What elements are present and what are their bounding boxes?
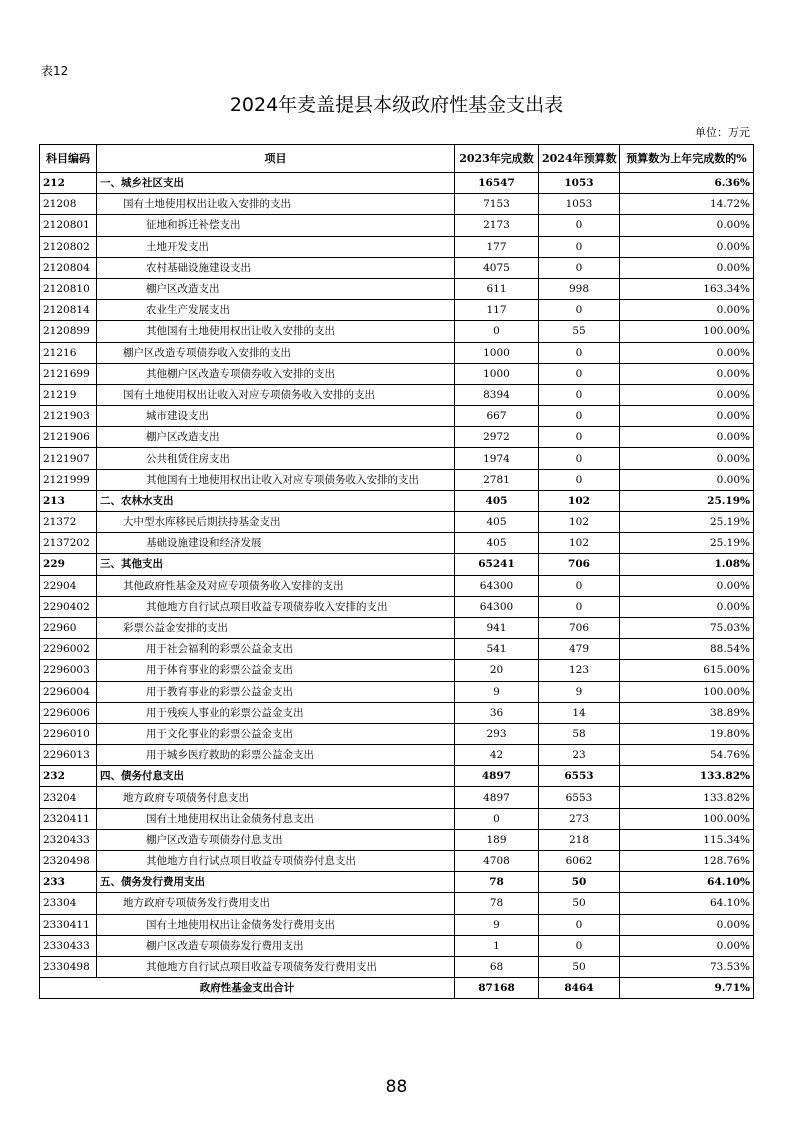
ratio-cell: 25.19% <box>620 490 754 511</box>
ratio-cell: 615.00% <box>620 660 754 681</box>
table-row <box>40 321 754 342</box>
table-row <box>40 766 754 787</box>
code-cell: 21219 <box>40 384 97 405</box>
header-item: 项目 <box>97 145 455 173</box>
table-row <box>40 236 754 257</box>
code-cell: 2120814 <box>40 300 97 321</box>
code-cell: 2296006 <box>40 702 97 723</box>
code-cell: 2296004 <box>40 681 97 702</box>
item-cell: 棚户区改造专项债券付息支出 <box>97 829 455 850</box>
budget-2024-cell: 0 <box>539 469 620 490</box>
item-cell: 国有土地使用权出让金债务付息支出 <box>97 808 455 829</box>
actual-2023-cell: 7153 <box>455 194 539 215</box>
table-row <box>40 639 754 660</box>
table-row <box>40 363 754 384</box>
budget-2024-cell: 102 <box>539 512 620 533</box>
actual-2023-cell: 1000 <box>455 342 539 363</box>
budget-2024-cell: 0 <box>539 406 620 427</box>
actual-2023-cell: 68 <box>455 956 539 977</box>
code-cell: 2320411 <box>40 808 97 829</box>
ratio-cell: 133.82% <box>620 766 754 787</box>
table-row <box>40 427 754 448</box>
table-row <box>40 215 754 236</box>
ratio-cell: 6.36% <box>620 173 754 194</box>
code-cell: 213 <box>40 490 97 511</box>
item-cell: 用于社会福利的彩票公益金支出 <box>97 639 455 660</box>
code-cell: 2137202 <box>40 533 97 554</box>
actual-2023-cell: 8394 <box>455 384 539 405</box>
code-cell: 2120810 <box>40 278 97 299</box>
ratio-cell: 0.00% <box>620 300 754 321</box>
table-row <box>40 681 754 702</box>
code-cell: 23204 <box>40 787 97 808</box>
actual-2023-cell: 64300 <box>455 596 539 617</box>
item-cell: 用于体育事业的彩票公益金支出 <box>97 660 455 681</box>
table-row <box>40 300 754 321</box>
table-row <box>40 194 754 215</box>
budget-2024-cell: 0 <box>539 236 620 257</box>
item-cell: 棚户区改造支出 <box>97 278 455 299</box>
code-cell: 2330433 <box>40 935 97 956</box>
ratio-cell: 0.00% <box>620 914 754 935</box>
ratio-cell: 100.00% <box>620 808 754 829</box>
item-cell: 棚户区改造专项债券收入安排的支出 <box>97 342 455 363</box>
table-row <box>40 257 754 278</box>
table-row <box>40 935 754 956</box>
table-row <box>40 512 754 533</box>
item-cell: 国有土地使用权出让收入对应专项债务收入安排的支出 <box>97 384 455 405</box>
budget-2024-cell: 0 <box>539 257 620 278</box>
item-cell: 征地和拆迁补偿支出 <box>97 215 455 236</box>
table-row <box>40 787 754 808</box>
table-row <box>40 490 754 511</box>
ratio-cell: 0.00% <box>620 342 754 363</box>
item-cell: 用于城乡医疗救助的彩票公益金支出 <box>97 745 455 766</box>
budget-2024-cell: 0 <box>539 427 620 448</box>
actual-2023-cell: 293 <box>455 723 539 744</box>
ratio-cell: 73.53% <box>620 956 754 977</box>
table-row <box>40 173 754 194</box>
actual-2023-cell: 64300 <box>455 575 539 596</box>
code-cell: 229 <box>40 554 97 575</box>
item-cell: 其他地方自行试点项目收益专项债务发行费用支出 <box>97 956 455 977</box>
code-cell: 2290402 <box>40 596 97 617</box>
item-cell: 彩票公益金安排的支出 <box>97 617 455 638</box>
budget-2024-cell: 9 <box>539 681 620 702</box>
code-cell: 2120802 <box>40 236 97 257</box>
item-cell: 二、农林水支出 <box>97 490 455 511</box>
actual-2023-cell: 4897 <box>455 787 539 808</box>
table-row <box>40 956 754 977</box>
table-row <box>40 596 754 617</box>
ratio-cell: 0.00% <box>620 448 754 469</box>
budget-2024-cell: 998 <box>539 278 620 299</box>
ratio-cell: 0.00% <box>620 575 754 596</box>
ratio-cell: 64.10% <box>620 872 754 893</box>
code-cell: 2121999 <box>40 469 97 490</box>
ratio-cell: 38.89% <box>620 702 754 723</box>
budget-2024-cell: 50 <box>539 872 620 893</box>
budget-2024-cell: 1053 <box>539 173 620 194</box>
code-cell: 2120899 <box>40 321 97 342</box>
table-row <box>40 851 754 872</box>
actual-2023-cell: 541 <box>455 639 539 660</box>
budget-2024-cell: 6553 <box>539 787 620 808</box>
item-cell: 其他政府性基金及对应专项债务收入安排的支出 <box>97 575 455 596</box>
budget-2024-cell: 0 <box>539 363 620 384</box>
item-cell: 其他棚户区改造专项债券收入安排的支出 <box>97 363 455 384</box>
budget-2024-cell: 0 <box>539 448 620 469</box>
budget-2024-cell: 6062 <box>539 851 620 872</box>
ratio-cell: 0.00% <box>620 596 754 617</box>
ratio-cell: 163.34% <box>620 278 754 299</box>
code-cell: 2320433 <box>40 829 97 850</box>
code-cell: 233 <box>40 872 97 893</box>
code-cell: 2296010 <box>40 723 97 744</box>
ratio-cell: 128.76% <box>620 851 754 872</box>
ratio-cell: 0.00% <box>620 935 754 956</box>
item-cell: 其他地方自行试点项目收益专项债券收入安排的支出 <box>97 596 455 617</box>
total-label: 政府性基金支出合计 <box>40 978 455 999</box>
item-cell: 国有土地使用权出让收入安排的支出 <box>97 194 455 215</box>
code-cell: 2120804 <box>40 257 97 278</box>
ratio-cell: 64.10% <box>620 893 754 914</box>
total-actual-2023: 87168 <box>455 978 539 999</box>
actual-2023-cell: 2972 <box>455 427 539 448</box>
budget-2024-cell: 1053 <box>539 194 620 215</box>
item-cell: 三、其他支出 <box>97 554 455 575</box>
table-number: 表12 <box>41 64 69 78</box>
header-actual-2023: 2023年完成数 <box>455 145 539 173</box>
ratio-cell: 0.00% <box>620 257 754 278</box>
actual-2023-cell: 941 <box>455 617 539 638</box>
code-cell: 2296002 <box>40 639 97 660</box>
item-cell: 农业生产发展支出 <box>97 300 455 321</box>
budget-2024-cell: 706 <box>539 554 620 575</box>
ratio-cell: 0.00% <box>620 469 754 490</box>
budget-2024-cell: 23 <box>539 745 620 766</box>
table-row <box>40 406 754 427</box>
actual-2023-cell: 177 <box>455 236 539 257</box>
code-cell: 2121906 <box>40 427 97 448</box>
table-header-row <box>40 145 754 173</box>
ratio-cell: 0.00% <box>620 236 754 257</box>
ratio-cell: 0.00% <box>620 406 754 427</box>
header-ratio: 预算数为上年完成数的% <box>620 145 754 173</box>
total-ratio: 9.71% <box>620 978 754 999</box>
budget-2024-cell: 14 <box>539 702 620 723</box>
budget-2024-cell: 218 <box>539 829 620 850</box>
header-code: 科目编码 <box>40 145 97 173</box>
budget-2024-cell: 0 <box>539 935 620 956</box>
actual-2023-cell: 405 <box>455 533 539 554</box>
code-cell: 2121907 <box>40 448 97 469</box>
actual-2023-cell: 1 <box>455 935 539 956</box>
actual-2023-cell: 20 <box>455 660 539 681</box>
actual-2023-cell: 611 <box>455 278 539 299</box>
code-cell: 22960 <box>40 617 97 638</box>
item-cell: 棚户区改造专项债券发行费用支出 <box>97 935 455 956</box>
budget-2024-cell: 0 <box>539 575 620 596</box>
budget-2024-cell: 123 <box>539 660 620 681</box>
ratio-cell: 75.03% <box>620 617 754 638</box>
actual-2023-cell: 1974 <box>455 448 539 469</box>
actual-2023-cell: 405 <box>455 512 539 533</box>
actual-2023-cell: 42 <box>455 745 539 766</box>
budget-2024-cell: 58 <box>539 723 620 744</box>
actual-2023-cell: 16547 <box>455 173 539 194</box>
item-cell: 四、债务付息支出 <box>97 766 455 787</box>
actual-2023-cell: 0 <box>455 808 539 829</box>
budget-2024-cell: 55 <box>539 321 620 342</box>
ratio-cell: 1.08% <box>620 554 754 575</box>
table-row <box>40 829 754 850</box>
code-cell: 232 <box>40 766 97 787</box>
actual-2023-cell: 9 <box>455 681 539 702</box>
item-cell: 地方政府专项债务付息支出 <box>97 787 455 808</box>
ratio-cell: 115.34% <box>620 829 754 850</box>
actual-2023-cell: 189 <box>455 829 539 850</box>
budget-2024-cell: 0 <box>539 342 620 363</box>
table-row <box>40 342 754 363</box>
budget-2024-cell: 479 <box>539 639 620 660</box>
budget-2024-cell: 102 <box>539 533 620 554</box>
item-cell: 棚户区改造支出 <box>97 427 455 448</box>
table-row <box>40 660 754 681</box>
item-cell: 公共租赁住房支出 <box>97 448 455 469</box>
budget-2024-cell: 0 <box>539 596 620 617</box>
table-row <box>40 554 754 575</box>
item-cell: 五、债务发行费用支出 <box>97 872 455 893</box>
actual-2023-cell: 0 <box>455 321 539 342</box>
code-cell: 23304 <box>40 893 97 914</box>
item-cell: 国有土地使用权出让金债务发行费用支出 <box>97 914 455 935</box>
budget-2024-cell: 0 <box>539 300 620 321</box>
actual-2023-cell: 36 <box>455 702 539 723</box>
table-row <box>40 575 754 596</box>
item-cell: 农村基础设施建设支出 <box>97 257 455 278</box>
ratio-cell: 88.54% <box>620 639 754 660</box>
code-cell: 2121699 <box>40 363 97 384</box>
table-row <box>40 914 754 935</box>
total-budget-2024: 8464 <box>539 978 620 999</box>
actual-2023-cell: 9 <box>455 914 539 935</box>
ratio-cell: 0.00% <box>620 363 754 384</box>
page-title: 2024年麦盖提县本级政府性基金支出表 <box>229 94 564 116</box>
actual-2023-cell: 4075 <box>455 257 539 278</box>
code-cell: 2296003 <box>40 660 97 681</box>
table-row <box>40 808 754 829</box>
budget-table <box>39 144 754 999</box>
actual-2023-cell: 405 <box>455 490 539 511</box>
actual-2023-cell: 78 <box>455 893 539 914</box>
table-row <box>40 278 754 299</box>
table-row <box>40 384 754 405</box>
ratio-cell: 0.00% <box>620 384 754 405</box>
actual-2023-cell: 65241 <box>455 554 539 575</box>
code-cell: 21208 <box>40 194 97 215</box>
code-cell: 2330498 <box>40 956 97 977</box>
item-cell: 一、城乡社区支出 <box>97 173 455 194</box>
unit-label: 单位：万元 <box>695 126 750 139</box>
header-budget-2024: 2024年预算数 <box>539 145 620 173</box>
actual-2023-cell: 667 <box>455 406 539 427</box>
table-row <box>40 469 754 490</box>
code-cell: 2120801 <box>40 215 97 236</box>
ratio-cell: 100.00% <box>620 321 754 342</box>
table-row <box>40 702 754 723</box>
table-row <box>40 448 754 469</box>
item-cell: 用于残疾人事业的彩票公益金支出 <box>97 702 455 723</box>
code-cell: 2121903 <box>40 406 97 427</box>
table-row <box>40 745 754 766</box>
code-cell: 2330411 <box>40 914 97 935</box>
code-cell: 212 <box>40 173 97 194</box>
code-cell: 21372 <box>40 512 97 533</box>
budget-2024-cell: 706 <box>539 617 620 638</box>
item-cell: 地方政府专项债务发行费用支出 <box>97 893 455 914</box>
budget-2024-cell: 6553 <box>539 766 620 787</box>
ratio-cell: 19.80% <box>620 723 754 744</box>
budget-2024-cell: 0 <box>539 384 620 405</box>
item-cell: 基础设施建设和经济发展 <box>97 533 455 554</box>
code-cell: 2320498 <box>40 851 97 872</box>
ratio-cell: 100.00% <box>620 681 754 702</box>
ratio-cell: 25.19% <box>620 533 754 554</box>
budget-2024-cell: 273 <box>539 808 620 829</box>
total-row <box>40 978 754 999</box>
budget-2024-cell: 50 <box>539 956 620 977</box>
actual-2023-cell: 4897 <box>455 766 539 787</box>
actual-2023-cell: 2781 <box>455 469 539 490</box>
ratio-cell: 54.76% <box>620 745 754 766</box>
table-row <box>40 617 754 638</box>
item-cell: 土地开发支出 <box>97 236 455 257</box>
actual-2023-cell: 78 <box>455 872 539 893</box>
code-cell: 2296013 <box>40 745 97 766</box>
item-cell: 用于教育事业的彩票公益金支出 <box>97 681 455 702</box>
table-row <box>40 893 754 914</box>
budget-2024-cell: 102 <box>539 490 620 511</box>
table-row <box>40 533 754 554</box>
budget-2024-cell: 50 <box>539 893 620 914</box>
item-cell: 其他地方自行试点项目收益专项债券付息支出 <box>97 851 455 872</box>
table-row <box>40 723 754 744</box>
actual-2023-cell: 2173 <box>455 215 539 236</box>
actual-2023-cell: 1000 <box>455 363 539 384</box>
item-cell: 大中型水库移民后期扶持基金支出 <box>97 512 455 533</box>
item-cell: 城市建设支出 <box>97 406 455 427</box>
item-cell: 其他国有土地使用权出让收入对应专项债务收入安排的支出 <box>97 469 455 490</box>
budget-2024-cell: 0 <box>539 914 620 935</box>
item-cell: 其他国有土地使用权出让收入安排的支出 <box>97 321 455 342</box>
table-body <box>40 173 754 978</box>
page-number: 88 <box>385 1077 408 1097</box>
actual-2023-cell: 117 <box>455 300 539 321</box>
ratio-cell: 14.72% <box>620 194 754 215</box>
ratio-cell: 133.82% <box>620 787 754 808</box>
table-row <box>40 872 754 893</box>
budget-2024-cell: 0 <box>539 215 620 236</box>
ratio-cell: 25.19% <box>620 512 754 533</box>
actual-2023-cell: 4708 <box>455 851 539 872</box>
code-cell: 22904 <box>40 575 97 596</box>
code-cell: 21216 <box>40 342 97 363</box>
ratio-cell: 0.00% <box>620 427 754 448</box>
item-cell: 用于文化事业的彩票公益金支出 <box>97 723 455 744</box>
ratio-cell: 0.00% <box>620 215 754 236</box>
